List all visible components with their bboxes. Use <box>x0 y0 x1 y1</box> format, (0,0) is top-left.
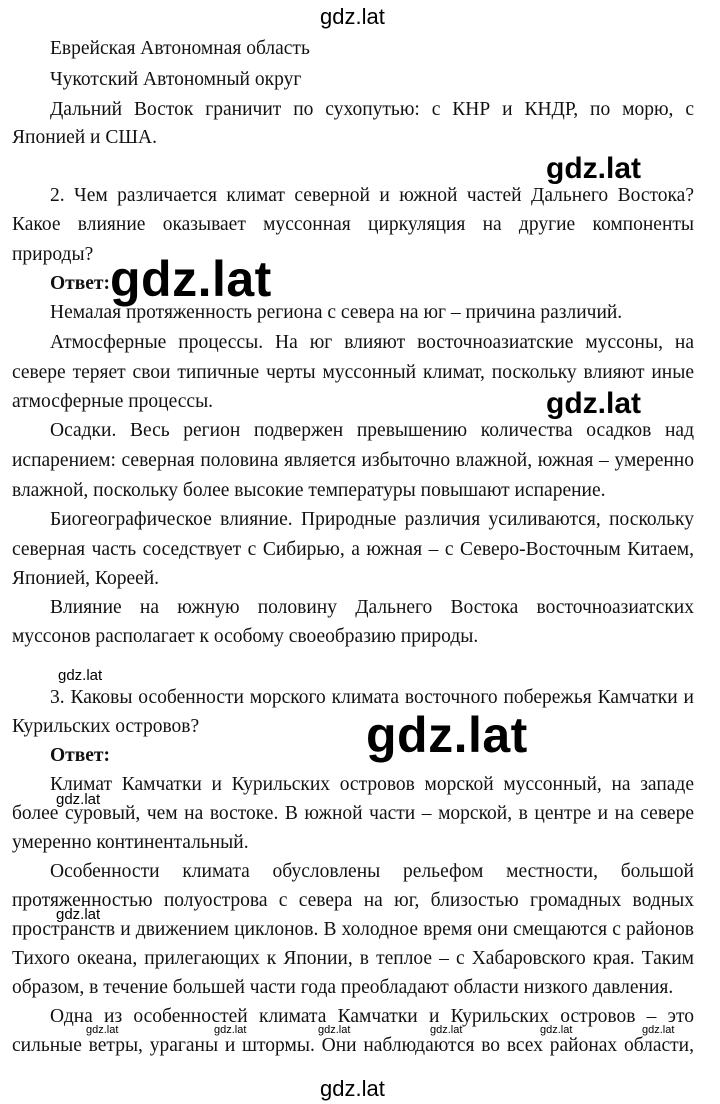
watermark-tiny: gdz.lat <box>86 1024 119 1036</box>
text-line: испарением: северная половина является избыточно влажной, южная – умеренно <box>12 450 694 471</box>
text-line: Одна из особенностей климата Камчатки и Курильских островов – это <box>50 1006 694 1027</box>
text-line: умеренно континентальный. <box>12 832 249 853</box>
watermark-tiny: gdz.lat <box>540 1024 573 1036</box>
watermark-tiny: gdz.lat <box>642 1024 675 1036</box>
watermark-tiny: gdz.lat <box>318 1024 351 1036</box>
watermark: gdz.lat <box>546 387 641 420</box>
answer-label: Ответ: <box>50 273 111 294</box>
text-line: Климат Камчатки и Курильских островов морской муссонный, на западе <box>50 774 694 795</box>
text-line: протяженностью полуострова с севера на юг, близостью громадных водных <box>12 890 694 911</box>
text-line: Японией, Кореей. <box>12 568 160 589</box>
watermark-tiny: gdz.lat <box>430 1024 463 1036</box>
text-line: севере теряет свои типичные черты муссонный климат, поскольку влияют иные <box>12 362 694 383</box>
text-line: Немалая протяженность региона с севера на юг – причина различий. <box>50 302 623 323</box>
text-line: Особенности климата обусловлены рельефом местности, большой <box>50 861 694 882</box>
watermark: gdz.lat <box>546 152 641 185</box>
text-line: Дальний Восток граничит по сухопутью: с КНР и КНДР, по морю, с <box>50 99 694 120</box>
text-line: сильные ветры, ураганы и штормы. Они наблюдаются во всех районах области, <box>12 1035 694 1056</box>
text-line: влажной, поскольку более высокие температуры повышают испарение. <box>12 480 606 501</box>
text-line: Осадки. Весь регион подвержен превышению количества осадков над <box>50 420 694 441</box>
watermark-small: gdz.lat <box>58 667 103 684</box>
question-2-line: 2. Чем различается климат северной и южной частей Дальнего Востока? <box>50 185 694 206</box>
text-line: Биогеографическое влияние. Природные различия усиливаются, поскольку <box>50 509 694 530</box>
watermark-footer: gdz.lat <box>320 1076 385 1101</box>
text-line: Тихого океана, прилегающих к Японии, в теплое – с Хабаровского края. Таким <box>12 948 694 969</box>
text-line: Атмосферные процессы. На юг влияют восточноазиатские муссоны, на <box>50 332 694 353</box>
text-line: пространств и движением циклонов. В холодное время они смещаются с районов <box>12 919 694 940</box>
answer-label: Ответ: <box>50 745 111 766</box>
text-line: Еврейская Автономная область <box>50 38 310 59</box>
watermark: gdz.lat <box>366 707 528 763</box>
question-3-line: Курильских островов? <box>12 716 200 737</box>
text-line: Чукотский Автономный округ <box>50 69 302 90</box>
text-line: образом, в течение большей части года преобладают области низкого давления. <box>12 977 674 998</box>
text-line: северная часть соседствует с Сибирью, а южная – с Северо-Восточным Китаем, <box>12 539 694 560</box>
question-2-line: природы? <box>12 244 94 265</box>
text-line: муссонов располагает к особому своеобразию природы. <box>12 626 479 647</box>
watermark-small: gdz.lat <box>56 791 101 808</box>
text-line: более суровый, чем на востоке. В южной части – морской, в центре и на севере <box>12 803 694 824</box>
watermark-tiny: gdz.lat <box>214 1024 247 1036</box>
watermark-header: gdz.lat <box>320 4 385 29</box>
text-line: атмосферные процессы. <box>12 391 214 412</box>
question-2-line: Какое влияние оказывает муссонная циркуляция на другие компоненты <box>12 214 694 235</box>
question-3-line: 3. Каковы особенности морского климата восточного побережья Камчатки и <box>50 687 694 708</box>
watermark: gdz.lat <box>110 251 272 307</box>
text-line: Влияние на южную половину Дальнего Востока восточноазиатских <box>50 597 694 618</box>
watermark-small: gdz.lat <box>56 906 101 923</box>
text-line: Японией и США. <box>12 127 157 148</box>
